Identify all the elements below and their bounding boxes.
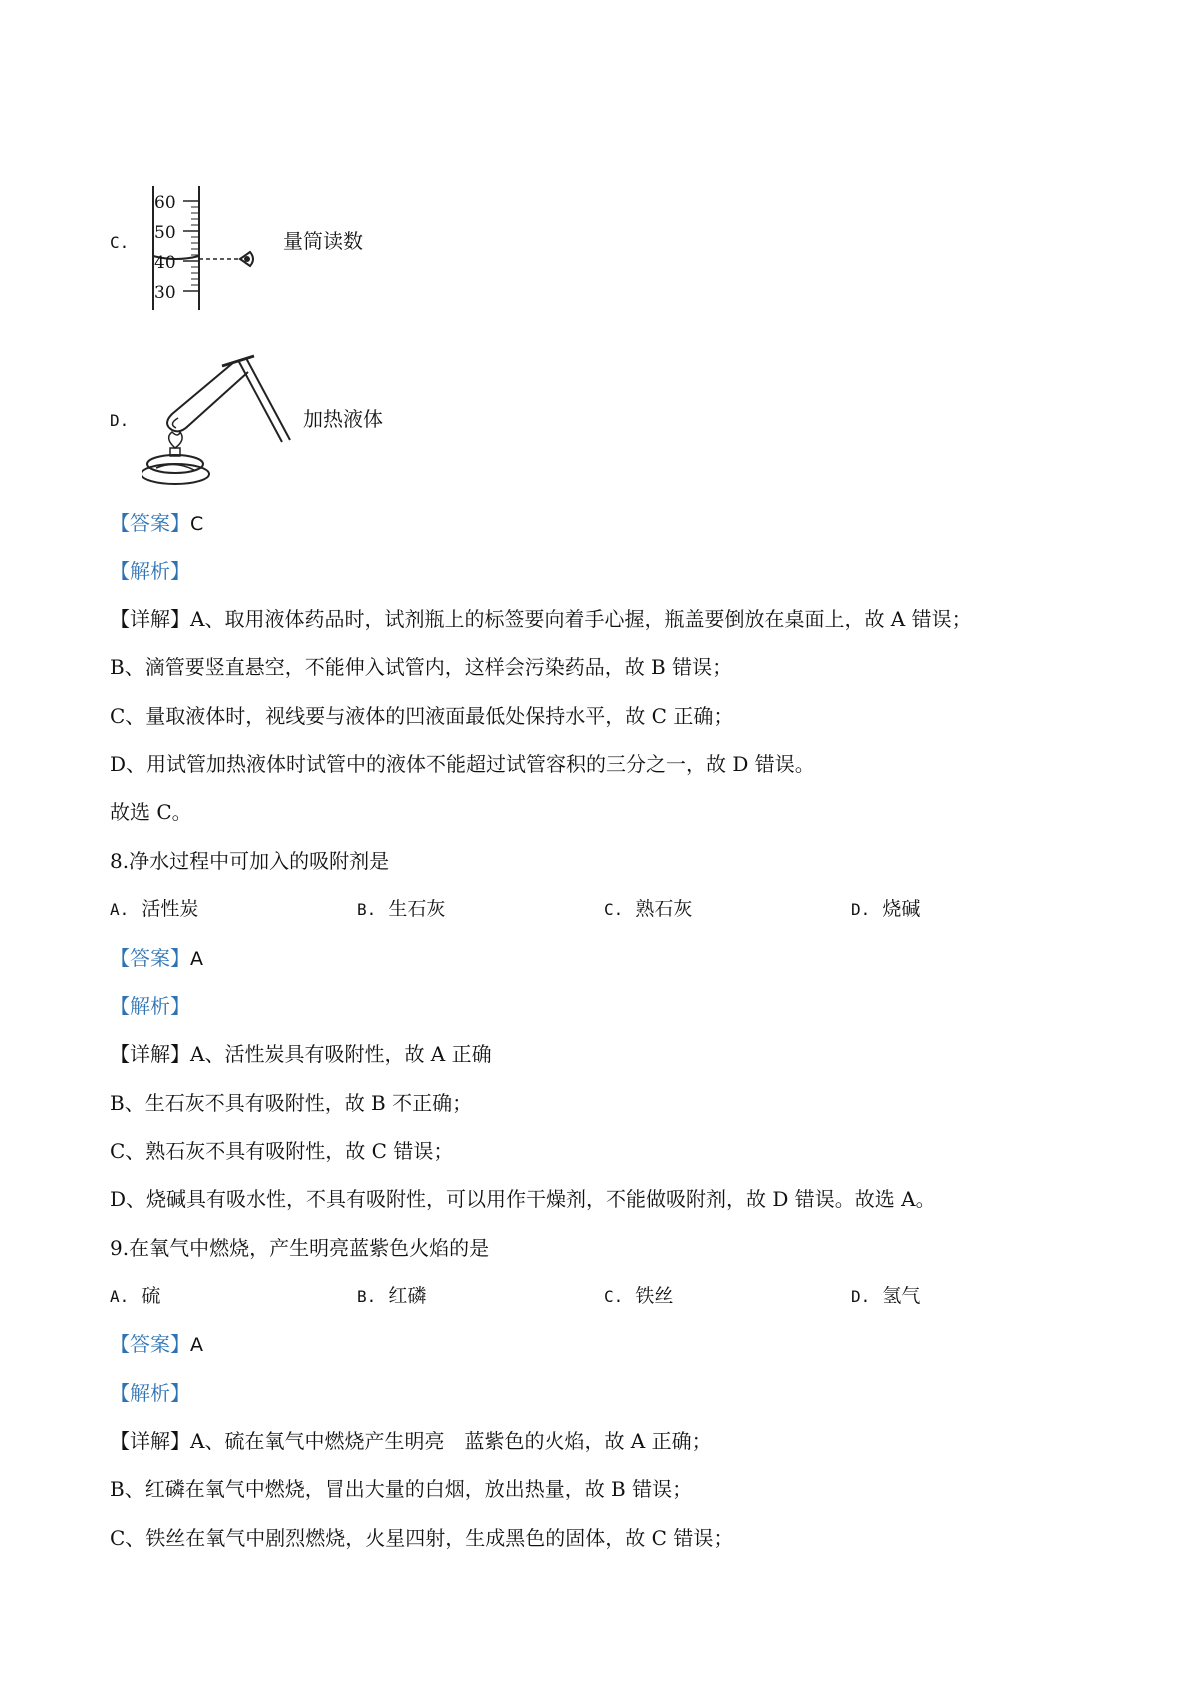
q9-option-c: C. 铁丝 bbox=[604, 1285, 674, 1307]
tick-label-30: 30 bbox=[154, 283, 176, 303]
q7-detail-line: B、滴管要竖直悬空，不能伸入试管内，这样会污染药品，故 B 错误； bbox=[110, 655, 733, 679]
q8-answer bbox=[110, 945, 203, 972]
q8-analysis-label: 【解析】 bbox=[110, 994, 190, 1018]
q8-detail-line: C、熟石灰不具有吸附性，故 C 错误； bbox=[110, 1139, 454, 1163]
q7-conclusion: 故选 C。 bbox=[110, 800, 192, 824]
answer-label: 【答案】 bbox=[110, 1332, 190, 1356]
q9-option-b: B. 红磷 bbox=[357, 1285, 427, 1307]
q9-answer bbox=[110, 1331, 203, 1358]
option-c-caption: 量筒读数 bbox=[283, 229, 363, 253]
answer-value: A bbox=[190, 948, 203, 970]
option-c-letter: C. bbox=[110, 233, 130, 252]
q8-option-b: B. 生石灰 bbox=[357, 898, 446, 920]
q9-question: 9.在氧气中燃烧，产生明亮蓝紫色火焰的是 bbox=[110, 1236, 490, 1260]
option-d-letter: D. bbox=[110, 411, 130, 430]
q9-detail-line: 【详解】A、硫在氧气中燃烧产生明亮 蓝紫色的火焰，故 A 正确； bbox=[110, 1429, 712, 1453]
tick-label-60: 60 bbox=[154, 193, 176, 213]
answer-label: 【答案】 bbox=[110, 511, 190, 535]
q8-detail-line: 【详解】A、活性炭具有吸附性，故 A 正确 bbox=[110, 1042, 492, 1066]
q8-question: 8.净水过程中可加入的吸附剂是 bbox=[110, 849, 390, 873]
q7-answer bbox=[110, 510, 203, 537]
q9-detail-line: B、红磷在氧气中燃烧，冒出大量的白烟，放出热量，故 B 错误； bbox=[110, 1477, 693, 1501]
q9-detail-line: C、铁丝在氧气中剧烈燃烧，火星四射，生成黑色的固体，故 C 错误； bbox=[110, 1526, 734, 1550]
answer-label: 【答案】 bbox=[110, 946, 190, 970]
heating-liquid-diagram bbox=[142, 352, 292, 492]
q7-detail-line: 【详解】A、取用液体药品时，试剂瓶上的标签要向着手心握，瓶盖要倒放在桌面上，故 A 错误； bbox=[110, 607, 972, 631]
tick-label-50: 50 bbox=[154, 223, 176, 243]
q8-option-c: C. 熟石灰 bbox=[604, 898, 693, 920]
q8-detail-line: B、生石灰不具有吸附性，故 B 不正确； bbox=[110, 1091, 473, 1115]
q8-option-d: D. 烧碱 bbox=[851, 898, 921, 920]
q9-option-a: A. 硫 bbox=[110, 1285, 161, 1307]
q7-analysis-label: 【解析】 bbox=[110, 559, 190, 583]
q8-option-a: A. 活性炭 bbox=[110, 898, 199, 920]
answer-value: C bbox=[190, 513, 204, 535]
answer-value: A bbox=[190, 1334, 203, 1356]
q9-analysis-label: 【解析】 bbox=[110, 1381, 190, 1405]
q7-detail-line: D、用试管加热液体时试管中的液体不能超过试管容积的三分之一，故 D 错误。 bbox=[110, 752, 815, 776]
option-d-caption: 加热液体 bbox=[303, 407, 383, 431]
q7-detail-line: C、量取液体时，视线要与液体的凹液面最低处保持水平，故 C 正确； bbox=[110, 704, 734, 728]
tick-label-40: 40 bbox=[154, 253, 176, 273]
q8-detail-line: D、烧碱具有吸水性，不具有吸附性，可以用作干燥剂，不能做吸附剂，故 D 错误。故选 A。 bbox=[110, 1187, 936, 1211]
q9-option-d: D. 氢气 bbox=[851, 1285, 921, 1307]
